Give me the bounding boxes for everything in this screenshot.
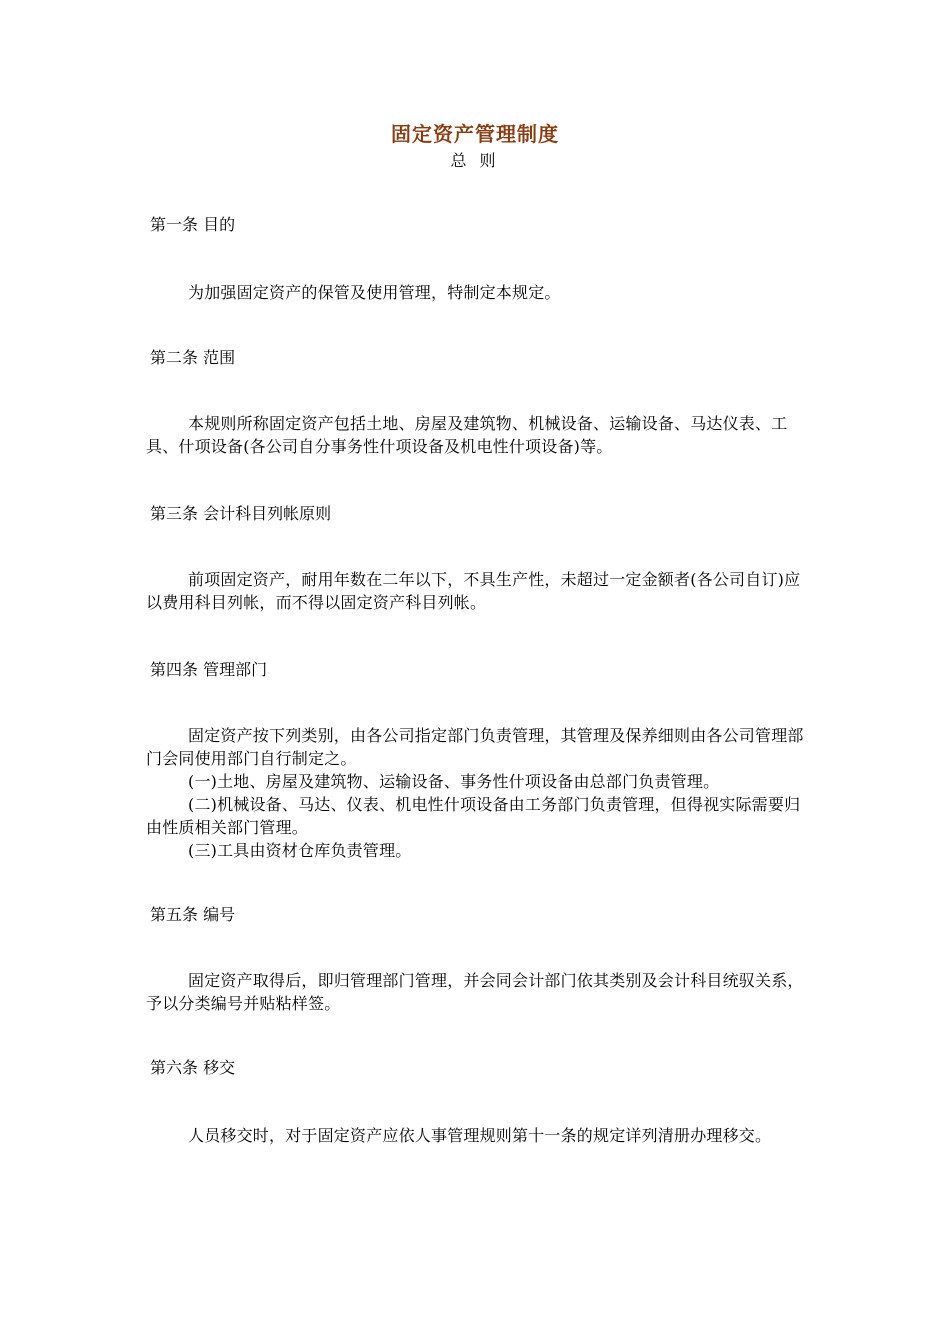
article-paragraph: 人员移交时，对于固定资产应依人事管理规则第十一条的规定详列清册办理移交。 [188,1126,772,1145]
article-heading: 第四条 管理部门 [150,660,268,679]
article-list-item: (一)土地、房屋及建筑物、运输设备、事务性什项设备由总部门负责管理。 [188,772,720,791]
article-paragraph: 固定资产按下列类别，由各公司指定部门负责管理，其管理及保养细则由各公司管理部门会同使用部门自行制定之。 [146,726,804,768]
document-subtitle: 总 则 [450,151,500,170]
article-heading: 第一条 目的 [150,215,236,234]
article-paragraph: 本规则所称固定资产包括土地、房屋及建筑物、机械设备、运输设备、马达仪表、工具、什项设备(各公司自分事务性什项设备及机电性什项设备)等。 [146,414,788,456]
document-title: 固定资产管理制度 [391,122,559,146]
article-heading: 第五条 编号 [150,905,236,924]
article-heading: 第六条 移交 [150,1058,236,1077]
article-heading: 第二条 范围 [150,348,236,367]
article-list-item: (二)机械设备、马达、仪表、机电性什项设备由工务部门负责管理，但得视实际需要归由性质相关部门管理。 [146,795,801,837]
article-paragraph: 为加强固定资产的保管及使用管理，特制定本规定。 [188,283,561,302]
article-paragraph: 前项固定资产，耐用年数在二年以下，不具生产性，未超过一定金额者(各公司自订)应以费用科目列帐，而不得以固定资产科目列帐。 [146,570,801,612]
article-heading: 第三条 会计科目列帐原则 [150,504,332,523]
article-paragraph: 固定资产取得后，即归管理部门管理，并会同会计部门依其类别及会计科目统驭关系，予以分类编号并贴粘样签。 [146,971,804,1013]
article-list-item: (三)工具由资材仓库负责管理。 [188,841,412,860]
